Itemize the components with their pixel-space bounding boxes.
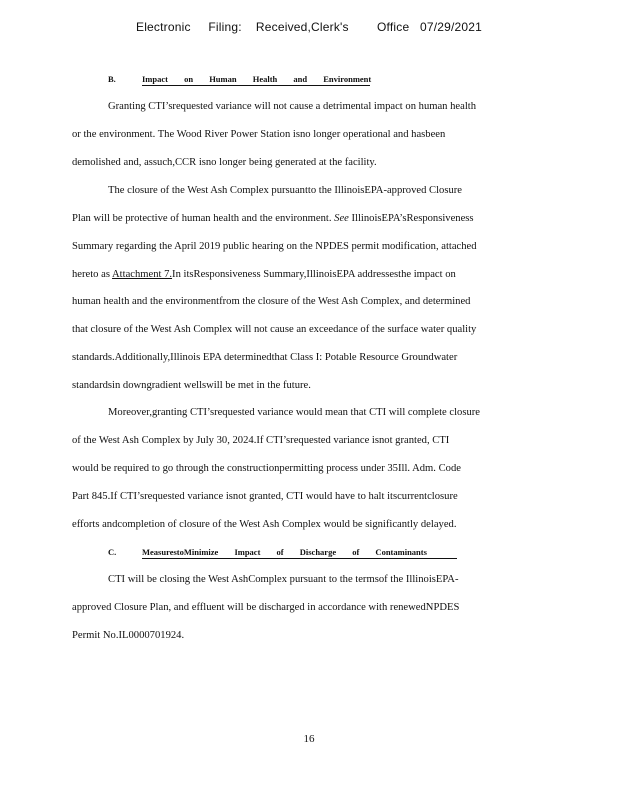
para-b3-line-4: Part 845.If CTI’srequested variance isnot granted, CTI would have to halt itscurrentclosure xyxy=(72,491,458,502)
hereto-text: hereto as xyxy=(72,269,110,280)
para-b3-line-5: efforts andcompletion of closure of the West Ash Complex would be significantly delayed. xyxy=(72,519,457,530)
para-b2-line-6: that closure of the West Ash Complex will not cause an exceedance of the surface water quality xyxy=(72,324,477,335)
para-b2-line-4 xyxy=(72,269,456,280)
section-c-title: MeasurestoMinimize Impact of Discharge of Contaminants xyxy=(142,547,457,559)
section-b-title: Impact on Human Health and Environment xyxy=(142,74,372,84)
para-b2-line-4-rest: In itsResponsiveness Summary,IllinoisEPA addressesthe impact on xyxy=(172,269,456,280)
para-c1-line-3: Permit No.IL0000701924. xyxy=(72,630,185,641)
para-b3-line-3: would be required to go through the constructionpermitting process under 35Ill. Adm. Code xyxy=(72,463,461,474)
para-b3-line-2: of the West Ash Complex by July 30, 2024.If CTI’srequested variance isnot granted, CTI xyxy=(72,435,450,446)
para-b2-line-3: Summary regarding the April 2019 public hearing on the NPDES permit modification, attached xyxy=(72,241,477,252)
para-b2-line-1: The closure of the West Ash Complex pursuantto the IllinoisEPA-approved Closure xyxy=(108,185,462,196)
section-b-label: B. xyxy=(108,74,116,84)
page-number: 16 xyxy=(303,733,315,745)
para-b2-line-7: standards.Additionally,Illinois EPA determinedthat Class I: Potable Resource Groundwater xyxy=(72,352,458,363)
para-b1-line-3: demolished and, assuch,CCR isno longer being generated at the facility. xyxy=(72,157,377,168)
filing-header: Electronic Filing: Received,Clerk's Office 07/29/2021 xyxy=(135,20,482,34)
section-b-heading xyxy=(108,74,370,86)
attachment-link[interactable]: Attachment 7. xyxy=(112,269,173,280)
para-b2-line-2-text: Plan will be protective of human health and the environment. xyxy=(72,213,332,224)
para-c1-line-2: approved Closure Plan, and effluent will be discharged in accordance with renewedNPDES xyxy=(72,602,460,613)
para-b2-line-5: human health and the environmentfrom the closure of the West Ash Complex, and determined xyxy=(72,296,471,307)
responsiveness-ref: IllinoisEPA’sResponsiveness xyxy=(348,213,474,224)
para-b1-line-2: or the environment. The Wood River Power Station isno longer operational and hasbeen xyxy=(72,129,446,140)
para-c1-line-1: CTI will be closing the West AshComplex pursuant to the termsof the IllinoisEPA- xyxy=(108,574,459,585)
para-b3-line-1: Moreover,granting CTI’srequested variance would mean that CTI will complete closure xyxy=(108,407,481,418)
section-c-heading xyxy=(108,547,457,559)
see-signal: See xyxy=(334,213,349,224)
para-b2-line-8: standardsin downgradient wellswill be met in the future. xyxy=(72,380,311,391)
para-b2-line-2 xyxy=(72,213,474,224)
section-c-label: C. xyxy=(108,547,117,557)
para-b1-line-1: Granting CTI’srequested variance will not cause a detrimental impact on human health xyxy=(108,101,477,112)
